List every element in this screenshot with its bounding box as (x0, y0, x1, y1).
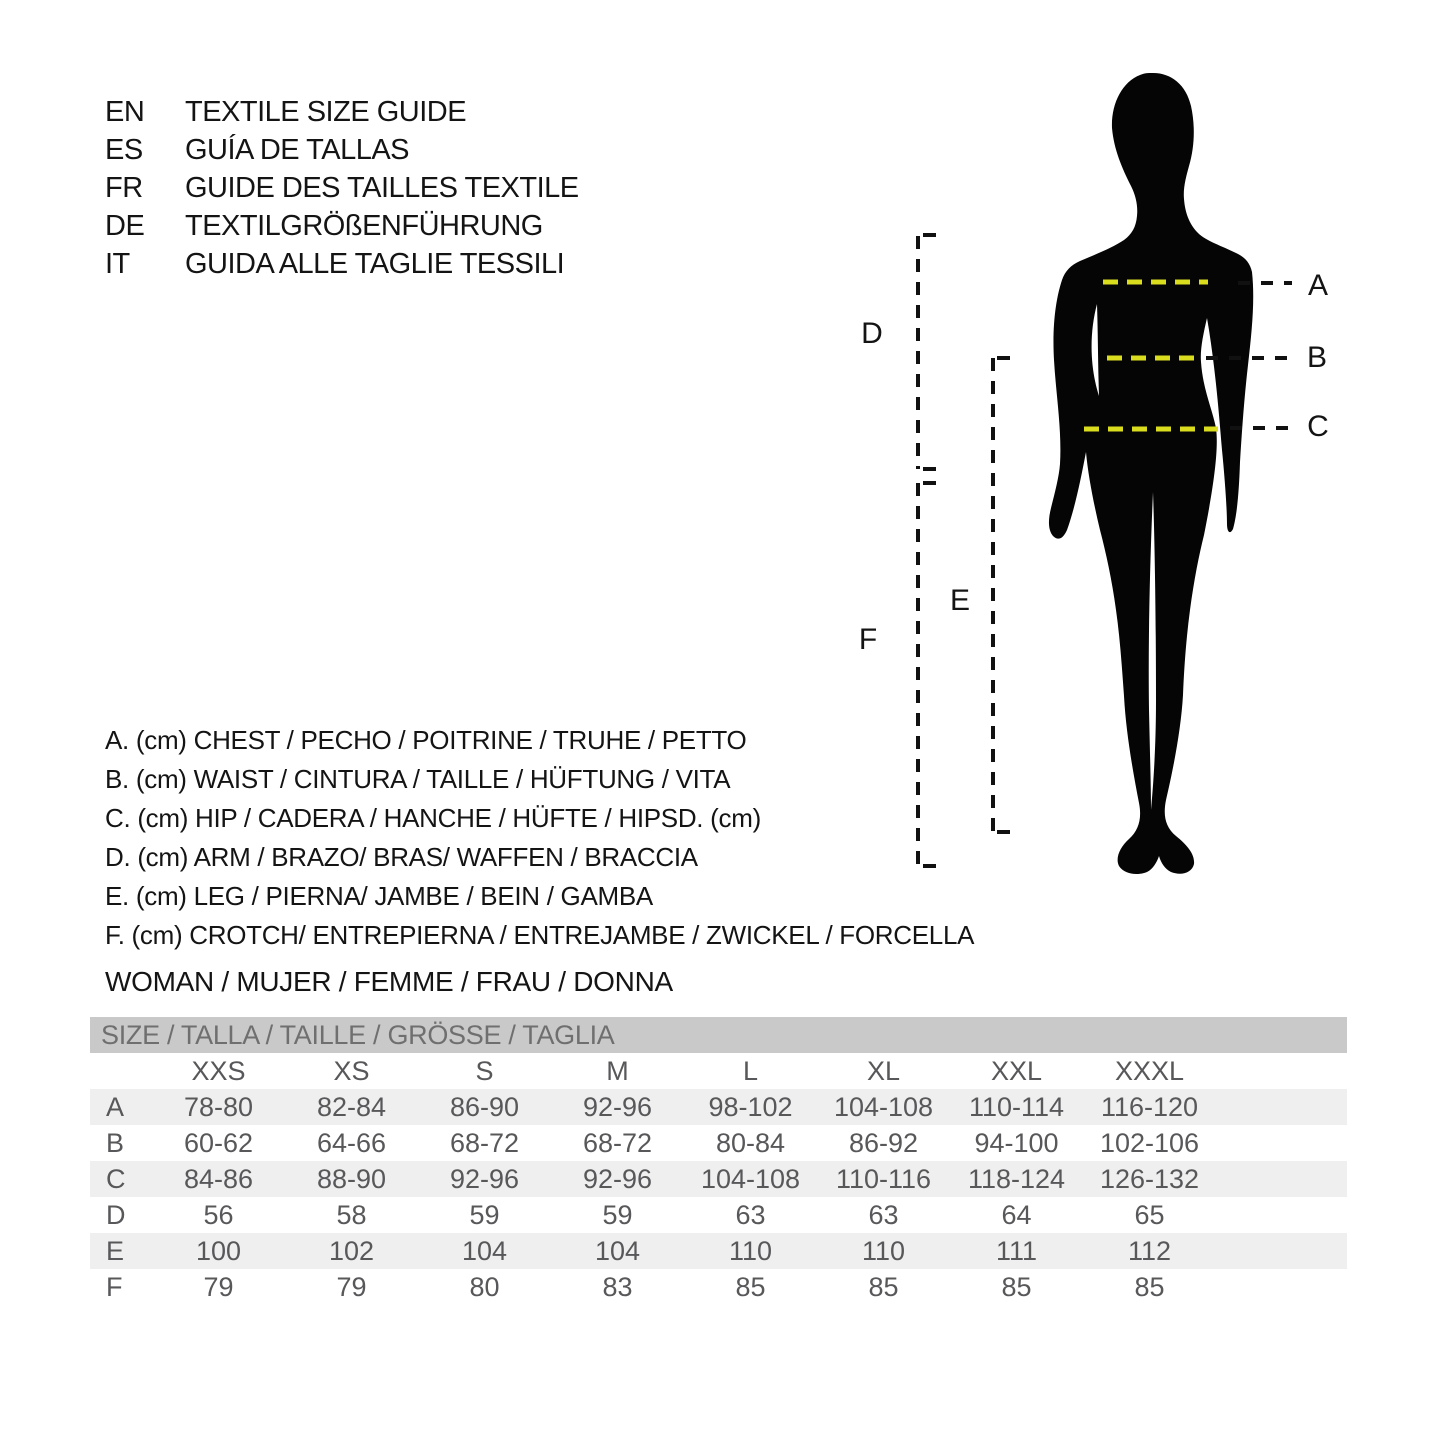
value-cell: 84-86 (183, 1164, 254, 1194)
value-cell: 63 (868, 1200, 899, 1230)
leg-label: E (949, 584, 970, 617)
value-cell: 98-102 (708, 1092, 793, 1122)
value-cell: 56 (203, 1200, 234, 1230)
waist-label: B (1306, 341, 1327, 374)
guide-title: GUIDA ALLE TAGLIE TESSILI (185, 248, 565, 280)
size-table-header: SIZE / TALLA / TAILLE / GRÖSSE / TAGLIA (90, 1017, 1347, 1053)
value-cell: 85 (868, 1272, 899, 1302)
guide-title: TEXTILGRÖßENFÜHRUNG (185, 210, 543, 242)
value-cell: 85 (1001, 1272, 1032, 1302)
size-column-s: S (475, 1056, 494, 1086)
value-cell: 110-116 (835, 1164, 932, 1194)
size-column-xs: XS (333, 1056, 370, 1086)
guide-title: GUIDE DES TAILLES TEXTILE (185, 172, 579, 204)
row-label: F (106, 1272, 123, 1302)
arm-label: D (861, 317, 883, 350)
crotch-label: F (858, 623, 878, 656)
value-cell: 64-66 (316, 1128, 387, 1158)
measurement-row-f (90, 1269, 1347, 1305)
measurement-definition-c: C. (cm) HIP / CADERA / HANCHE / HÜFTE / HIPSD. (cm) (105, 803, 761, 833)
value-cell: 85 (735, 1272, 766, 1302)
value-cell: 94-100 (974, 1128, 1059, 1158)
value-cell: 79 (203, 1272, 234, 1302)
value-cell: 104-108 (700, 1164, 801, 1194)
empty-corner-cell (90, 1053, 152, 1089)
value-cell: 102-106 (1099, 1128, 1200, 1158)
measurement-row-b (90, 1125, 1347, 1161)
value-cell: 110-114 (968, 1092, 1065, 1122)
value-cell: 102 (328, 1236, 375, 1266)
language-code: DE (105, 210, 145, 242)
value-cell: 88-90 (316, 1164, 387, 1194)
language-code: IT (105, 248, 130, 280)
language-row-es (105, 131, 579, 169)
value-cell: 83 (602, 1272, 633, 1302)
value-cell: 126-132 (1099, 1164, 1200, 1194)
value-cell: 110 (728, 1236, 773, 1266)
row-label: D (106, 1200, 126, 1230)
hip-label: C (1307, 410, 1329, 443)
value-cell: 86-90 (449, 1092, 520, 1122)
size-column-xl: XL (866, 1056, 901, 1086)
value-cell: 104-108 (833, 1092, 934, 1122)
language-row-de (105, 207, 579, 245)
value-cell: 116-120 (1100, 1092, 1199, 1122)
measurement-definition-d: D. (cm) ARM / BRAZO/ BRAS/ WAFFEN / BRACCIA (105, 842, 698, 872)
value-cell: 63 (735, 1200, 766, 1230)
language-code: FR (105, 172, 143, 204)
value-cell: 60-62 (183, 1128, 254, 1158)
size-column-l: L (742, 1056, 759, 1086)
value-cell: 86-92 (848, 1128, 919, 1158)
value-cell: 59 (469, 1200, 500, 1230)
row-label: E (106, 1236, 125, 1266)
guide-title: TEXTILE SIZE GUIDE (185, 96, 467, 128)
value-cell: 100 (195, 1236, 242, 1266)
value-cell: 59 (602, 1200, 633, 1230)
value-cell: 92-96 (582, 1164, 653, 1194)
value-cell: 112 (1127, 1236, 1172, 1266)
language-row-en (105, 93, 579, 131)
measurement-row-c (90, 1161, 1347, 1197)
size-column-xxs: XXS (191, 1056, 246, 1086)
row-label: A (106, 1092, 125, 1122)
measurement-row-e (90, 1233, 1347, 1269)
value-cell: 68-72 (449, 1128, 520, 1158)
chest-label: A (1307, 269, 1328, 302)
value-cell: 85 (1134, 1272, 1165, 1302)
value-cell: 65 (1134, 1200, 1165, 1230)
value-cell: 104 (461, 1236, 508, 1266)
value-cell: 78-80 (183, 1092, 254, 1122)
value-cell: 111 (995, 1236, 1038, 1266)
guide-title: GUÍA DE TALLAS (185, 134, 410, 166)
value-cell: 82-84 (316, 1092, 387, 1122)
measurement-definition-f: F. (cm) CROTCH/ ENTREPIERNA / ENTREJAMBE / ZWICKEL / FORCELLA (105, 920, 975, 950)
value-cell: 79 (336, 1272, 367, 1302)
measurement-legend (105, 721, 974, 955)
value-cell: 92-96 (449, 1164, 520, 1194)
size-columns-row (90, 1053, 1347, 1089)
value-cell: 80 (469, 1272, 500, 1302)
value-cell: 118-124 (967, 1164, 1066, 1194)
measurement-row-d (90, 1197, 1347, 1233)
value-cell: 110 (861, 1236, 906, 1266)
language-code: EN (105, 96, 145, 128)
value-cell: 58 (336, 1200, 367, 1230)
value-cell: 92-96 (582, 1092, 653, 1122)
size-table-body (90, 1053, 1347, 1305)
language-row-it (105, 245, 579, 283)
gender-title: WOMAN / MUJER / FEMME / FRAU / DONNA (105, 966, 673, 997)
row-label: C (106, 1164, 126, 1194)
measurement-definition-a: A. (cm) CHEST / PECHO / POITRINE / TRUHE / PETTO (105, 725, 747, 755)
value-cell: 64 (1001, 1200, 1032, 1230)
value-cell: 80-84 (715, 1128, 786, 1158)
value-cell: 104 (594, 1236, 641, 1266)
size-table (90, 1017, 1347, 1305)
language-code: ES (105, 134, 143, 166)
size-column-xxl: XXL (990, 1056, 1043, 1086)
measurement-definition-b: B. (cm) WAIST / CINTURA / TAILLE / HÜFTUNG / VITA (105, 764, 731, 794)
language-row-fr (105, 169, 579, 207)
language-title-list (105, 93, 579, 283)
measurement-row-a (90, 1089, 1347, 1125)
size-column-xxxl: XXXL (1114, 1056, 1185, 1086)
value-cell: 68-72 (582, 1128, 653, 1158)
measurement-definition-e: E. (cm) LEG / PIERNA/ JAMBE / BEIN / GAMBA (105, 881, 653, 911)
size-column-m: M (606, 1056, 629, 1086)
row-label: B (106, 1128, 125, 1158)
